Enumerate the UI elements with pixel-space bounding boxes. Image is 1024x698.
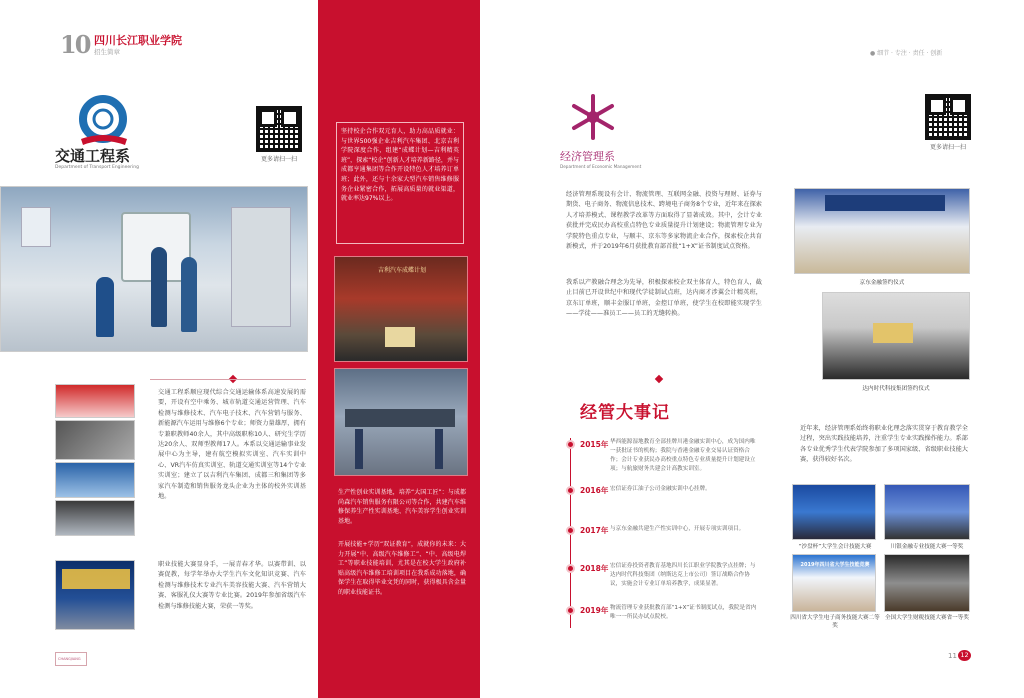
- ecommerce-contest-caption: 四川省大学生电子商务技能大赛二等奖: [790, 615, 880, 629]
- timeline-text: 宏信证券投资者教育基地四川长江职业学院教学点挂牌；与达内时代科技集团（纳斯达克上市公司）签订战略合作协议，实施会计专业订单培养教学，成果显著。: [610, 563, 756, 587]
- transport-dept-logo: [55, 95, 145, 175]
- timeline-dot: [566, 440, 575, 449]
- econ-dept-logo: [560, 92, 650, 172]
- tax-contest-photo: [884, 554, 970, 612]
- tarena-signing-photo: [822, 292, 970, 380]
- ticket-service-photo: [55, 500, 135, 536]
- timeline-year: 2018年: [580, 564, 609, 573]
- footer-logo: [55, 652, 87, 666]
- ecommerce-contest-photo: [792, 554, 876, 612]
- transport-intro-text: 交通工程系顺应现代综合交通运输体系高速发展的需要，开设有空中乘务、城市轨道交通运营管理、汽车检测与维修技术、汽车电子技术、汽车营销与服务、新能源汽车运用与维修6个专业；师资力量雄厚，拥有专兼职教师40余人，其中高级职称10人、研究生学历达20余人、双师型教师17人。本系以交通运输事业发展中心为主导，建有航空模拟实训室、汽车实训中心、VR汽车仿真实训室、轨道交通实训室等14个专业实训室；建立了以吉利汽车集团、成都三和集团等多家汽车制造和销售服务龙头企业为主体的校外实训基地。: [158, 389, 306, 501]
- timeline-dot: [566, 606, 575, 615]
- sandtable-contest-photo: [792, 484, 876, 540]
- timeline-dot: [566, 526, 575, 535]
- finance-contest-caption: 川银金融专业技能大赛一等奖: [890, 544, 964, 550]
- transport-dept-name: 交通工程系: [55, 147, 131, 165]
- econ-intro2-text: 我系以产教融合理念为先导，积极探索校企双主体育人，特色育人，截止目前已开设世纪中和现代学徒制试点班，达内商才涉翼会计精英班，京东订单班，顺丰金服订单班，金控订单班，使学生在校即能实现学生——学徒——准员工——员工的无缝转换。: [566, 279, 762, 318]
- contest-text: 职业技能大赛显身手，一展青春才华。以赛带训、以赛促教，每学年举办大学生汽车文化知识竞赛、汽车检测与维修技术专业汽车美容技能大赛、汽车营销大赛、客服礼仪大赛等专业比赛。2019年参加省级汽车检测与维修技能大赛，荣获一等奖。: [158, 561, 306, 610]
- college-subtitle: 招生简章: [94, 48, 120, 56]
- page-number-12: 12: [958, 650, 971, 661]
- timeline-year: 2016年: [580, 486, 609, 495]
- rail-simulator-photo: [55, 462, 135, 498]
- timeline-text: 与京东金融共建生产性实训中心，开展专项实训项目。: [610, 526, 745, 532]
- footer-logo-text: CHANGJIANG: [58, 657, 81, 661]
- slogan: ● 细节 · 专注 · 责任 · 创新: [870, 50, 943, 57]
- qr-label-left: 更多请扫一扫: [260, 156, 297, 163]
- timeline-text: 华西能源湿地教育全部挂牌川港金融实训中心，成为国内唯一获批证书的机构；我院与香港金融专业交易认证资格合作；会计专业获民办高校重点特色专业质量提升计划建设立项；与航旅财务共建会计高教实训室。: [610, 439, 756, 472]
- jd-signing-photo: [794, 188, 970, 274]
- college-name: 四川长江职业学院: [94, 34, 182, 47]
- qr-label-right: 更多请扫一扫: [929, 144, 966, 151]
- geely-class-photo: [334, 256, 468, 362]
- dual-cert-text: 开展技能+学历“双证教育”，成就你的未来：大力开展“中、高级汽车维修工”、“中、高级电焊工”等职业技能培训，尤其是在校大学生政府补贴高级汽车维修工培训项目在我系成功落地，确保学生在取得毕业文凭的同时，获得极具含金量的职业技能证书。: [338, 541, 466, 596]
- anniversary-logo-icon: 10: [60, 30, 90, 59]
- tire-logo-icon: [75, 95, 131, 149]
- tarena-signing-caption: 达内时代科技集团签约仪式: [862, 386, 930, 392]
- sandtable-contest-caption: “沙盘杯”大学生会计技能大赛: [798, 544, 872, 550]
- car-workshop-photo: [55, 384, 135, 418]
- timeline-dot: [566, 564, 575, 573]
- cooperation-text: 坚持校企合作双元育人，助力高品质就业：与世界500强企业吉利汽车集团、北京吉利学院深度合作，组建“成蝶计划—吉利精英班”，探索“校企”创新人才培养新路径，并与成都亨通集团等合作开设特色人才培养订单班；此外，还与十余家大型汽车销售维修服务企业紧密合作，拓展高质量的就业渠道，就业率达97%以上。: [341, 128, 459, 203]
- timeline-text: 宏信证券江油子公司金融实训中心挂牌。: [610, 486, 711, 492]
- geely-banner: 吉利汽车成蝶计划: [377, 267, 426, 274]
- timeline-year: 2015年: [580, 440, 609, 449]
- events-title: 经管大事记: [580, 403, 670, 423]
- tax-contest-caption: 全国大学生财税技能大赛省一等奖: [885, 615, 969, 621]
- qr-code-left[interactable]: [256, 106, 302, 152]
- jd-signing-caption: 京东金融签约仪式: [859, 280, 905, 286]
- college-logo: [60, 30, 200, 58]
- car-lift-workshop-photo: [334, 368, 468, 476]
- econ-summary-text: 近年来，经济管理系始终将职业化理念落实贯穿于教育教学全过程，突出实践技能培养，注重学生专业实践操作能力。系部各专业优秀学生代表学院参加了多项国家级、省级职业技能大赛，获得较好名次。: [800, 425, 968, 464]
- transport-dept-english: Department of Transport Engineering: [55, 165, 139, 170]
- events-marker: [655, 375, 663, 383]
- award-ceremony-photo: [55, 560, 135, 630]
- car-engine-photo: [55, 420, 135, 460]
- econ-intro-text: 经济管理系现设有会计、物流管理、互联网金融、投资与理财、证券与期货、电子商务、物流信息技术、跨境电子商务8个专业，近年来在探索人才培养模式、课程教学改革等方面取得了显著成效。其中，会计专业获批并完成民办高校重点特色专业质量提升计划建设；物流管理专业为学院特色重点专业，与顺丰、京东等多家物流企业合作，探索校企共育新模式，并于2019年6月获批教育部首批“1+X”证书制度试点资格。: [566, 191, 762, 251]
- base-text: 生产性创业实训基地，培养“大国工匠”：与成都尚森汽车销售服务有限公司等合作，共建汽车维修保养生产性实训基地、汽车美容学生创业实训基地。: [338, 489, 466, 525]
- econ-dept-english: Department of Economic Management: [560, 164, 642, 169]
- timeline-year: 2017年: [580, 526, 609, 535]
- page-number-11: 11: [948, 652, 957, 660]
- timeline-year: 2019年: [580, 606, 609, 615]
- snowflake-logo-icon: [568, 92, 618, 142]
- aviation-training-photo: [0, 186, 308, 352]
- finance-contest-photo: [884, 484, 970, 540]
- divider-line: [150, 379, 306, 380]
- econ-dept-name: 经济管理系: [560, 150, 615, 163]
- award-banner: [62, 569, 130, 589]
- timeline-text: 物流管理专业获批教育部“1+X”证书制度试点，我院是省内唯一一所民办试点院校。: [610, 605, 757, 620]
- timeline-dot: [566, 486, 575, 495]
- qr-code-right[interactable]: [925, 94, 971, 140]
- cooperation-box: [336, 122, 464, 244]
- ecommerce-banner: 2019年四川省大学生技能竞赛: [800, 562, 870, 568]
